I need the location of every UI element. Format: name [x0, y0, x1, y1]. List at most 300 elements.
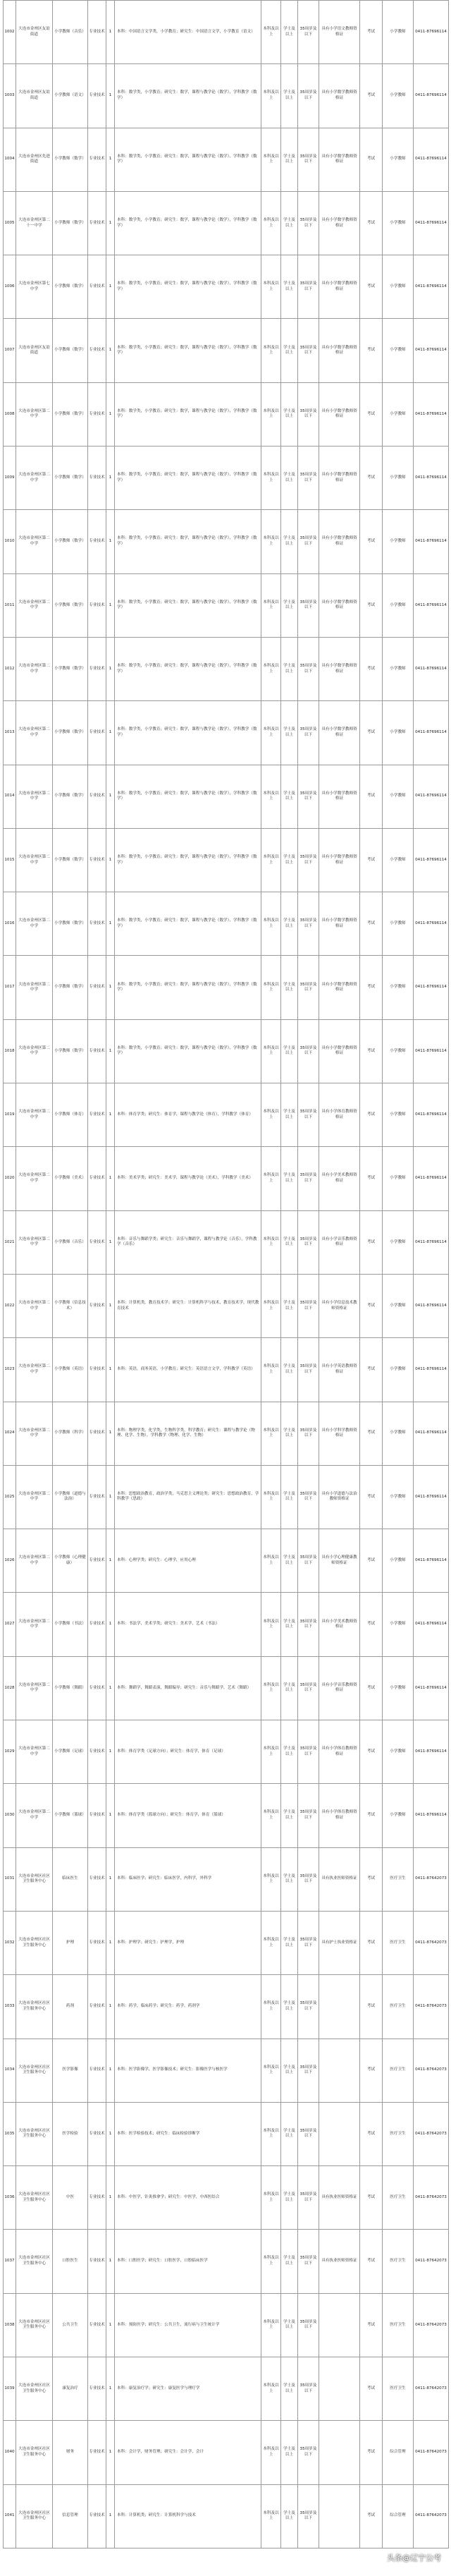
- cell-post: 财务: [53, 2421, 88, 2484]
- cell-type: 专业技术: [88, 1274, 106, 1337]
- cell-major: 本科：体育学类；研究生：体育学，课程与教学论（体育），学科教学（体育）: [115, 1083, 261, 1147]
- cell-unit: 大连市金州区第二中学: [16, 1274, 53, 1337]
- cell-post: 药剂: [53, 1975, 88, 2039]
- cell-age: 35周岁及以下: [298, 191, 319, 255]
- cell-no: 1011: [4, 573, 16, 637]
- cell-type: 专业技术: [88, 1019, 106, 1083]
- cell-count: 1: [106, 1402, 115, 1465]
- cell-type: 专业技术: [88, 1975, 106, 2039]
- cell-edu: 本科及以上: [261, 2293, 281, 2357]
- cell-phone: 0411-87642073: [414, 1975, 449, 2039]
- cell-phone: 0411-87696114: [414, 1593, 449, 1656]
- table-row: [4, 765, 449, 828]
- cell-no: 1006: [4, 255, 16, 319]
- cell-unit: 大连市金州区第二中学: [16, 1210, 53, 1274]
- cell-major: 本科：英语，商务英语，小学教育；研究生：英语语言文学，学科教学（英语）: [115, 1338, 261, 1402]
- table-row: [4, 1465, 449, 1529]
- cell-count: 1: [106, 1338, 115, 1402]
- cell-post: 康复治疗: [53, 2357, 88, 2420]
- cell-degree: 学士及以上: [281, 892, 298, 956]
- cell-method: 考试: [360, 2039, 383, 2102]
- cell-method: 考试: [360, 1911, 383, 1974]
- cell-age: 35周岁及以下: [298, 382, 319, 446]
- cell-edu: 本科及以上: [261, 2484, 281, 2548]
- cell-age: 35周岁及以下: [298, 1, 319, 64]
- cell-type: 专业技术: [88, 1847, 106, 1911]
- cell-unit: 大连市金州区第二中学: [16, 1338, 53, 1402]
- cell-phone: 0411-87642073: [414, 2230, 449, 2293]
- cell-degree: 学士及以上: [281, 1274, 298, 1337]
- cell-phone: 0411-87696114: [414, 1402, 449, 1465]
- cell-phone: 0411-87696114: [414, 1720, 449, 1784]
- table-row: [4, 446, 449, 510]
- cell-post: 小学教师（篮球）: [53, 1784, 88, 1847]
- cell-type: 专业技术: [88, 573, 106, 637]
- cell-major: 本科：数学类，小学教育；研究生：数学，课程与教学论（数学），学科教学（数学）: [115, 382, 261, 446]
- cell-count: 1: [106, 2039, 115, 2102]
- cell-unit: 大连市金州区第二中学: [16, 510, 53, 573]
- cell-other: 具有小学数学教师资格证: [319, 573, 360, 637]
- cell-edu: 本科及以上: [261, 382, 281, 446]
- cell-unit: 大连市金州区第二中学: [16, 1465, 53, 1529]
- cell-post: 医学影像: [53, 2039, 88, 2102]
- cell-major: 本科：护理学；研究生：护理学，护理: [115, 1911, 261, 1974]
- cell-remark: 小学教师: [383, 1465, 414, 1529]
- cell-major: 本科：心理学类；研究生：心理学，应用心理: [115, 1529, 261, 1593]
- cell-unit: 大连市金州区友谊街道: [16, 319, 53, 382]
- cell-age: 35周岁及以下: [298, 1402, 319, 1465]
- cell-edu: 本科及以上: [261, 1338, 281, 1402]
- cell-method: 考试: [360, 1593, 383, 1656]
- table-row: [4, 1529, 449, 1593]
- cell-type: 专业技术: [88, 1911, 106, 1974]
- cell-count: 1: [106, 637, 115, 700]
- cell-method: 考试: [360, 191, 383, 255]
- cell-edu: 本科及以上: [261, 1720, 281, 1784]
- cell-remark: 小学教师: [383, 1338, 414, 1402]
- cell-type: 专业技术: [88, 510, 106, 573]
- cell-count: 1: [106, 319, 115, 382]
- cell-method: 考试: [360, 128, 383, 191]
- cell-type: 专业技术: [88, 1656, 106, 1720]
- cell-edu: 本科及以上: [261, 2421, 281, 2484]
- cell-phone: 0411-87696114: [414, 701, 449, 765]
- cell-count: 1: [106, 1210, 115, 1274]
- cell-count: 1: [106, 1593, 115, 1656]
- cell-unit: 大连市金州区第二中学: [16, 828, 53, 892]
- cell-degree: 学士及以上: [281, 1465, 298, 1529]
- cell-method: 考试: [360, 1975, 383, 2039]
- cell-age: 35周岁及以下: [298, 1019, 319, 1083]
- cell-method: 考试: [360, 765, 383, 828]
- cell-no: 1014: [4, 765, 16, 828]
- table-row: [4, 637, 449, 700]
- cell-unit: 大连市金州区友谊街道: [16, 64, 53, 128]
- cell-edu: 本科及以上: [261, 1975, 281, 2039]
- cell-method: 考试: [360, 1784, 383, 1847]
- cell-post: 小学教师（数学）: [53, 892, 88, 956]
- cell-other: 具有执业医师资格证: [319, 2166, 360, 2230]
- cell-post: 小学教师（语文）: [53, 64, 88, 128]
- cell-method: 考试: [360, 1210, 383, 1274]
- cell-major: 本科：体育学类（足球方向）；研究生：体育学，体育（足球）: [115, 1720, 261, 1784]
- cell-major: 本科：数学类，小学教育；研究生：数学，课程与教学论（数学），学科教学（数学）: [115, 319, 261, 382]
- cell-age: 35周岁及以下: [298, 765, 319, 828]
- cell-phone: 0411-87696114: [414, 1656, 449, 1720]
- cell-post: 公共卫生: [53, 2293, 88, 2357]
- cell-post: 小学教师（数学）: [53, 637, 88, 700]
- cell-major: 本科：口腔医学；研究生：口腔医学，口腔临床医学: [115, 2230, 261, 2293]
- cell-age: 35周岁及以下: [298, 1083, 319, 1147]
- cell-no: 1019: [4, 1083, 16, 1147]
- cell-age: 35周岁及以下: [298, 1274, 319, 1337]
- table-row: [4, 1720, 449, 1784]
- cell-no: 1034: [4, 2039, 16, 2102]
- cell-edu: 本科及以上: [261, 1911, 281, 1974]
- cell-remark: 小学教师: [383, 1529, 414, 1593]
- cell-edu: 本科及以上: [261, 1274, 281, 1337]
- cell-type: 专业技术: [88, 2230, 106, 2293]
- cell-post: 小学教师（舞蹈）: [53, 1656, 88, 1720]
- cell-no: 1023: [4, 1338, 16, 1402]
- table-row: [4, 1147, 449, 1210]
- cell-major: 本科：计算机类；研究生：计算机科学与技术: [115, 2484, 261, 2548]
- recruitment-table: [3, 0, 449, 2548]
- cell-method: 考试: [360, 2102, 383, 2165]
- cell-no: 1032: [4, 1911, 16, 1974]
- cell-method: 考试: [360, 1465, 383, 1529]
- cell-age: 35周岁及以下: [298, 2166, 319, 2230]
- cell-edu: 本科及以上: [261, 2166, 281, 2230]
- cell-type: 专业技术: [88, 1529, 106, 1593]
- cell-post: 小学教师（数学）: [53, 191, 88, 255]
- cell-major: 本科：数学类，小学教育；研究生：数学，课程与教学论（数学），学科教学（数学）: [115, 828, 261, 892]
- cell-count: 1: [106, 765, 115, 828]
- cell-remark: 小学教师: [383, 1656, 414, 1720]
- cell-unit: 大连市金州区先进街道: [16, 128, 53, 191]
- cell-post: 临床医生: [53, 1847, 88, 1911]
- cell-other: 具有小学数学教师资格证: [319, 765, 360, 828]
- cell-type: 专业技术: [88, 191, 106, 255]
- cell-remark: 小学教师: [383, 573, 414, 637]
- cell-age: 35周岁及以下: [298, 446, 319, 510]
- cell-method: 考试: [360, 1720, 383, 1784]
- table-row: [4, 382, 449, 446]
- cell-edu: 本科及以上: [261, 701, 281, 765]
- cell-degree: 学士及以上: [281, 956, 298, 1019]
- cell-edu: 本科及以上: [261, 765, 281, 828]
- cell-count: 1: [106, 64, 115, 128]
- table-row: [4, 2102, 449, 2165]
- cell-other: 具有小学数学教师资格证: [319, 319, 360, 382]
- cell-no: 1025: [4, 1465, 16, 1529]
- cell-type: 专业技术: [88, 2421, 106, 2484]
- cell-no: 1018: [4, 1019, 16, 1083]
- cell-count: 1: [106, 2230, 115, 2293]
- cell-major: 本科：数学类，小学教育；研究生：数学，课程与教学论（数学），学科教学（数学）: [115, 510, 261, 573]
- cell-major: 本科：数学类，小学教育；研究生：数学，课程与教学论（数学），学科教学（数学）: [115, 956, 261, 1019]
- cell-edu: 本科及以上: [261, 1784, 281, 1847]
- cell-phone: 0411-87696114: [414, 128, 449, 191]
- cell-age: 35周岁及以下: [298, 319, 319, 382]
- cell-post: 小学教师（数学）: [53, 956, 88, 1019]
- cell-remark: 小学教师: [383, 956, 414, 1019]
- cell-major: 本科：预防医学；研究生：公共卫生，流行病与卫生统计学: [115, 2293, 261, 2357]
- cell-no: 1012: [4, 637, 16, 700]
- cell-post: 小学教师（体育）: [53, 1083, 88, 1147]
- cell-degree: 学士及以上: [281, 382, 298, 446]
- cell-unit: 大连市金州区社区卫生服务中心: [16, 2293, 53, 2357]
- cell-degree: 学士及以上: [281, 2293, 298, 2357]
- cell-method: 考试: [360, 382, 383, 446]
- cell-count: 1: [106, 446, 115, 510]
- table-row: [4, 1210, 449, 1274]
- cell-degree: 学士及以上: [281, 510, 298, 573]
- cell-unit: 大连市金州区第二中学: [16, 1147, 53, 1210]
- cell-post: 小学教师（信息技术）: [53, 1274, 88, 1337]
- cell-method: 考试: [360, 64, 383, 128]
- cell-age: 35周岁及以下: [298, 1210, 319, 1274]
- cell-no: 1002: [4, 1, 16, 64]
- cell-degree: 学士及以上: [281, 2166, 298, 2230]
- cell-edu: 本科及以上: [261, 446, 281, 510]
- cell-post: 医学检验: [53, 2102, 88, 2165]
- table-row: [4, 2039, 449, 2102]
- cell-remark: 医疗卫生: [383, 2230, 414, 2293]
- cell-age: 35周岁及以下: [298, 2421, 319, 2484]
- cell-other: 具有护士执业资格证: [319, 1911, 360, 1974]
- cell-unit: 大连市金州区第二十一中学: [16, 191, 53, 255]
- cell-edu: 本科及以上: [261, 1210, 281, 1274]
- cell-phone: 0411-87696114: [414, 1147, 449, 1210]
- cell-remark: 小学教师: [383, 319, 414, 382]
- cell-other: 具有小学数学教师资格证: [319, 382, 360, 446]
- cell-method: 考试: [360, 1083, 383, 1147]
- cell-age: 35周岁及以下: [298, 1147, 319, 1210]
- cell-other: 具有执业医师资格证: [319, 1847, 360, 1911]
- cell-type: 专业技术: [88, 64, 106, 128]
- cell-unit: 大连市金州区友谊街道: [16, 1, 53, 64]
- cell-type: 专业技术: [88, 2293, 106, 2357]
- cell-remark: 小学教师: [383, 191, 414, 255]
- cell-degree: 学士及以上: [281, 1, 298, 64]
- cell-phone: 0411-87696114: [414, 191, 449, 255]
- cell-major: 本科：数学类，小学教育；研究生：数学，课程与教学论（数学），学科教学（数学）: [115, 191, 261, 255]
- table-row: [4, 1338, 449, 1402]
- cell-unit: 大连市金州区第二中学: [16, 573, 53, 637]
- cell-age: 35周岁及以下: [298, 701, 319, 765]
- cell-type: 专业技术: [88, 1784, 106, 1847]
- cell-major: 本科：数学类，小学教育；研究生：数学，课程与教学论（数学），学科教学（数学）: [115, 128, 261, 191]
- cell-remark: 小学教师: [383, 1, 414, 64]
- cell-edu: 本科及以上: [261, 2230, 281, 2293]
- cell-no: 1039: [4, 2357, 16, 2420]
- cell-unit: 大连市金州区社区卫生服务中心: [16, 1911, 53, 1974]
- cell-type: 专业技术: [88, 1083, 106, 1147]
- cell-post: 小学教师（数学）: [53, 319, 88, 382]
- cell-phone: 0411-87696114: [414, 1529, 449, 1593]
- cell-other: 具有小学道德与法治教师资格证: [319, 1465, 360, 1529]
- cell-method: 考试: [360, 2484, 383, 2548]
- cell-degree: 学士及以上: [281, 446, 298, 510]
- cell-major: 本科：药学，临床药学；研究生：药学，药剂学: [115, 1975, 261, 2039]
- cell-age: 35周岁及以下: [298, 2102, 319, 2165]
- cell-degree: 学士及以上: [281, 1975, 298, 2039]
- cell-type: 专业技术: [88, 1720, 106, 1784]
- cell-edu: 本科及以上: [261, 191, 281, 255]
- cell-unit: 大连市金州区第二中学: [16, 1784, 53, 1847]
- cell-post: 小学教师（音乐）: [53, 1, 88, 64]
- cell-unit: 大连市金州区第二中学: [16, 446, 53, 510]
- cell-degree: 学士及以上: [281, 2102, 298, 2165]
- cell-count: 1: [106, 956, 115, 1019]
- cell-degree: 学士及以上: [281, 64, 298, 128]
- cell-remark: 小学教师: [383, 446, 414, 510]
- cell-other: 具有小学音乐教师资格证: [319, 1656, 360, 1720]
- cell-count: 1: [106, 1, 115, 64]
- cell-no: 1038: [4, 2293, 16, 2357]
- cell-degree: 学士及以上: [281, 319, 298, 382]
- cell-remark: 小学教师: [383, 1720, 414, 1784]
- cell-remark: 医疗卫生: [383, 2039, 414, 2102]
- cell-count: 1: [106, 573, 115, 637]
- cell-unit: 大连市金州区第二中学: [16, 1656, 53, 1720]
- cell-unit: 大连市金州区第二中学: [16, 1019, 53, 1083]
- cell-remark: 小学教师: [383, 892, 414, 956]
- cell-age: 35周岁及以下: [298, 1465, 319, 1529]
- cell-unit: 大连市金州区社区卫生服务中心: [16, 1847, 53, 1911]
- cell-count: 1: [106, 510, 115, 573]
- cell-remark: 小学教师: [383, 510, 414, 573]
- cell-edu: 本科及以上: [261, 1593, 281, 1656]
- cell-phone: 0411-87696114: [414, 828, 449, 892]
- cell-other: 具有小学体育教师资格证: [319, 1083, 360, 1147]
- table-row: [4, 1019, 449, 1083]
- cell-post: 小学教师（音乐）: [53, 1210, 88, 1274]
- cell-phone: 0411-87696114: [414, 1019, 449, 1083]
- cell-count: 1: [106, 1019, 115, 1083]
- table-row: [4, 2421, 449, 2484]
- cell-other: 具有小学美术教师资格证: [319, 1593, 360, 1656]
- cell-edu: 本科及以上: [261, 2102, 281, 2165]
- cell-count: 1: [106, 191, 115, 255]
- cell-major: 本科：书法学，美术学类；研究生：美术学，艺术（书法）: [115, 1593, 261, 1656]
- cell-phone: 0411-87642073: [414, 2484, 449, 2548]
- cell-other: 具有小学数学教师资格证: [319, 828, 360, 892]
- cell-count: 1: [106, 2293, 115, 2357]
- cell-count: 1: [106, 2166, 115, 2230]
- cell-other: 具有执业医师资格证: [319, 2230, 360, 2293]
- cell-other: 具有小学心理健康教师资格证: [319, 1529, 360, 1593]
- cell-degree: 学士及以上: [281, 255, 298, 319]
- cell-no: 1013: [4, 701, 16, 765]
- cell-type: 专业技术: [88, 1402, 106, 1465]
- cell-remark: 小学教师: [383, 828, 414, 892]
- cell-major: 本科：体育学类（篮球方向）；研究生：体育学，体育（篮球）: [115, 1784, 261, 1847]
- cell-major: 本科：数学类，小学教育；研究生：数学，课程与教学论（数学），学科教学（数学）: [115, 701, 261, 765]
- cell-type: 专业技术: [88, 765, 106, 828]
- table-row: [4, 1, 449, 64]
- cell-major: 本科：音乐与舞蹈学类；研究生：音乐与舞蹈学，课程与教学论（音乐），学科教学（音乐）: [115, 1210, 261, 1274]
- cell-no: 1021: [4, 1210, 16, 1274]
- table-row: [4, 255, 449, 319]
- cell-count: 1: [106, 1529, 115, 1593]
- cell-degree: 学士及以上: [281, 1147, 298, 1210]
- cell-method: 考试: [360, 892, 383, 956]
- cell-phone: 0411-87642073: [414, 2166, 449, 2230]
- cell-edu: 本科及以上: [261, 1465, 281, 1529]
- cell-unit: 大连市金州区第二中学: [16, 1720, 53, 1784]
- cell-no: 1003: [4, 64, 16, 128]
- cell-age: 35周岁及以下: [298, 64, 319, 128]
- cell-count: 1: [106, 1911, 115, 1974]
- cell-major: 本科：数学类，小学教育；研究生：数学，课程与教学论（数学），学科教学（数学）: [115, 892, 261, 956]
- cell-unit: 大连市金州区社区卫生服务中心: [16, 1975, 53, 2039]
- cell-phone: 0411-87696114: [414, 892, 449, 956]
- cell-degree: 学士及以上: [281, 2230, 298, 2293]
- cell-method: 考试: [360, 319, 383, 382]
- cell-major: 本科：会计学，财务管理；研究生：会计学，会计: [115, 2421, 261, 2484]
- table-row: [4, 1975, 449, 2039]
- cell-other: 具有小学数学教师资格证: [319, 701, 360, 765]
- cell-method: 考试: [360, 1147, 383, 1210]
- table-row: [4, 2484, 449, 2548]
- table-row: [4, 1847, 449, 1911]
- cell-degree: 学士及以上: [281, 1720, 298, 1784]
- cell-unit: 大连市金州区社区卫生服务中心: [16, 2230, 53, 2293]
- cell-post: 小学教师（数学）: [53, 510, 88, 573]
- cell-no: 1010: [4, 510, 16, 573]
- cell-phone: 0411-87696114: [414, 382, 449, 446]
- cell-method: 考试: [360, 701, 383, 765]
- cell-other: 具有小学科学教师资格证: [319, 1402, 360, 1465]
- cell-post: 小学教师（数学）: [53, 382, 88, 446]
- cell-remark: 小学教师: [383, 1402, 414, 1465]
- cell-count: 1: [106, 1465, 115, 1529]
- cell-count: 1: [106, 2421, 115, 2484]
- cell-unit: 大连市金州区社区卫生服务中心: [16, 2039, 53, 2102]
- cell-type: 专业技术: [88, 1, 106, 64]
- cell-edu: 本科及以上: [261, 2357, 281, 2420]
- cell-no: 1016: [4, 892, 16, 956]
- cell-age: 35周岁及以下: [298, 1847, 319, 1911]
- cell-major: 本科：医学影像学，医学影像技术；研究生：影像医学与核医学: [115, 2039, 261, 2102]
- cell-major: 本科：美术学类；研究生：美术学，课程与教学论（美术），学科教学（美术）: [115, 1147, 261, 1210]
- table-row: [4, 319, 449, 382]
- cell-phone: 0411-87642073: [414, 1847, 449, 1911]
- cell-post: 小学教师（道德与法治）: [53, 1465, 88, 1529]
- cell-unit: 大连市金州区社区卫生服务中心: [16, 2357, 53, 2420]
- cell-post: 小学教师（数学）: [53, 573, 88, 637]
- cell-major: 本科：中医学，针灸推拿学；研究生：中医学，中西医结合: [115, 2166, 261, 2230]
- cell-other: 具有小学数学教师资格证: [319, 191, 360, 255]
- cell-other: 具有小学体育教师资格证: [319, 1720, 360, 1784]
- table-row: [4, 128, 449, 191]
- cell-remark: 小学教师: [383, 1784, 414, 1847]
- cell-degree: 学士及以上: [281, 1338, 298, 1402]
- cell-no: 1005: [4, 191, 16, 255]
- cell-major: 本科：数学类，小学教育；研究生：数学，课程与教学论（数学），学科教学（数学）: [115, 765, 261, 828]
- cell-degree: 学士及以上: [281, 2357, 298, 2420]
- cell-other: 具有小学语文教师资格证: [319, 1, 360, 64]
- cell-type: 专业技术: [88, 1338, 106, 1402]
- cell-post: 口腔医生: [53, 2230, 88, 2293]
- cell-post: 小学教师（数学）: [53, 255, 88, 319]
- cell-count: 1: [106, 1975, 115, 2039]
- cell-remark: 小学教师: [383, 255, 414, 319]
- cell-post: 小学教师（数学）: [53, 701, 88, 765]
- cell-remark: 小学教师: [383, 64, 414, 128]
